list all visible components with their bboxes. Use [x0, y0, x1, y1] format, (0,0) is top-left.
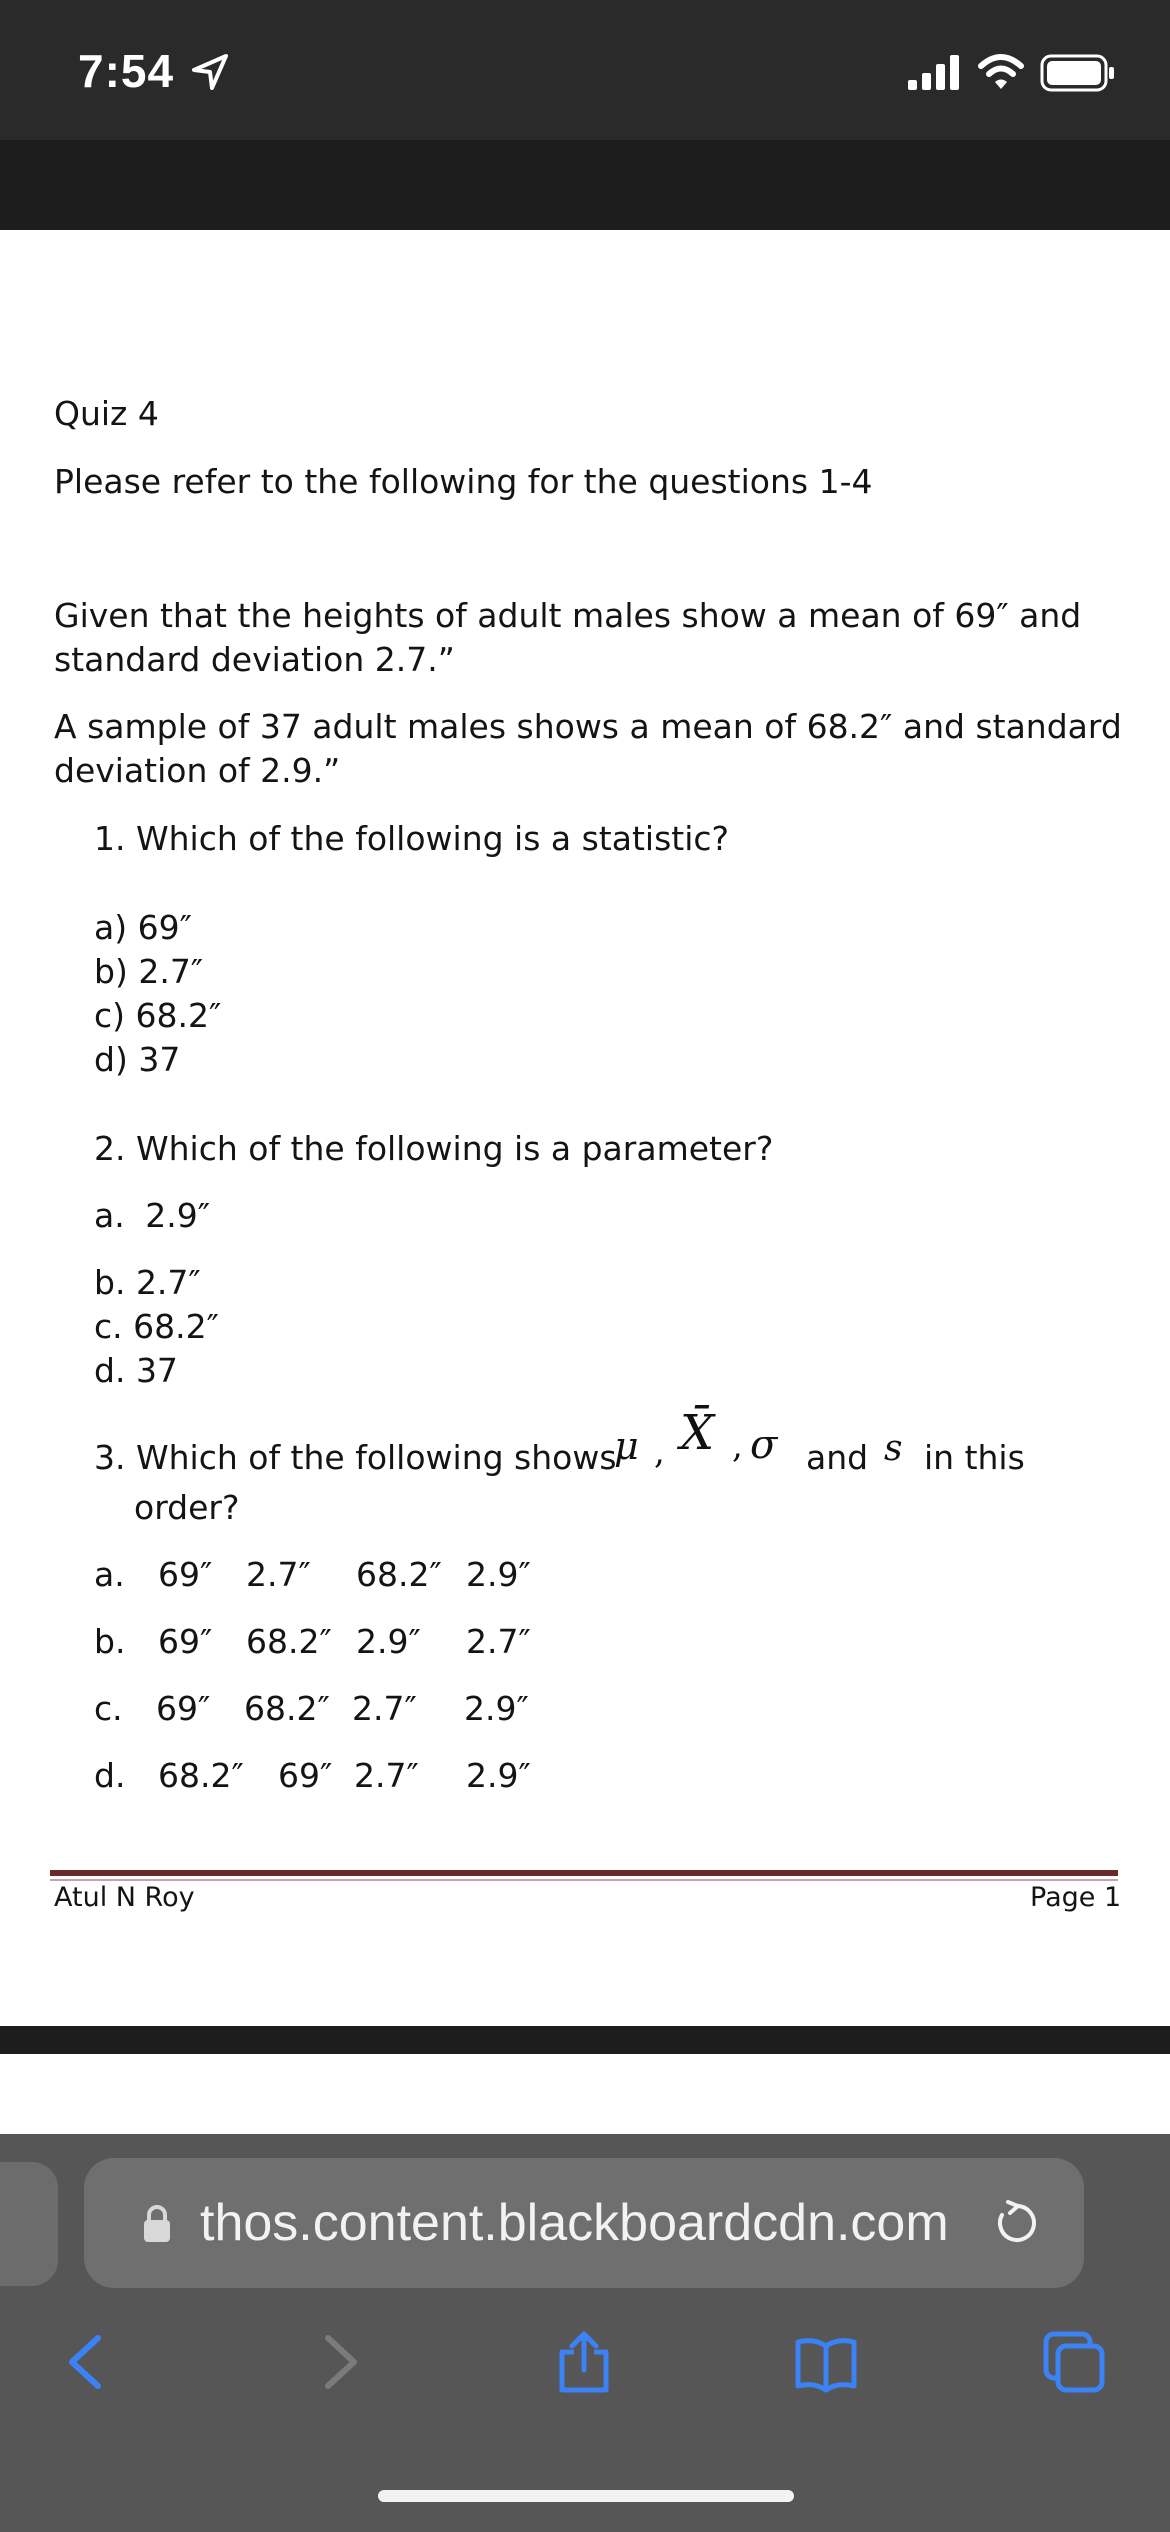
q2-option	[94, 1194, 210, 1238]
symbol-s: s	[884, 1428, 903, 1469]
question-number: 3.	[94, 1438, 126, 1477]
question-text: Which of the following shows	[136, 1438, 617, 1477]
symbol-comma: ,	[654, 1432, 665, 1472]
page-separator	[0, 2026, 1170, 2054]
question-2	[94, 1127, 773, 1171]
q3-value: 2.7″	[246, 1555, 311, 1594]
q1-option	[94, 906, 192, 950]
previous-tab-address-bar[interactable]	[0, 2162, 58, 2286]
home-indicator[interactable]	[378, 2490, 794, 2502]
and-word: and	[806, 1438, 869, 1477]
q3-value: 2.9″	[466, 1555, 531, 1594]
intro-text: Please refer to the following for the questions 1-4	[54, 462, 873, 501]
location-arrow-icon	[190, 52, 230, 92]
footer-author: Atul N Roy	[54, 1882, 195, 1913]
q3-value: 68.2″	[246, 1622, 332, 1661]
q3-value: 68.2″	[356, 1555, 442, 1594]
option-letter: d.	[94, 1351, 126, 1390]
cellular-signal-icon	[906, 52, 962, 92]
q3-value: 69″	[158, 1555, 213, 1594]
q3-value: 69″	[156, 1689, 211, 1728]
q3-value: 2.7″	[352, 1689, 417, 1728]
symbol-sigma: σ	[750, 1422, 778, 1468]
lock-icon	[142, 2204, 172, 2244]
wifi-icon	[978, 52, 1024, 92]
next-page-top	[0, 2054, 1170, 2134]
q2-option	[94, 1261, 201, 1305]
question-text-post: in this	[924, 1438, 1025, 1477]
option-text: 37	[138, 1040, 181, 1079]
given-text-line-2: standard deviation 2.7.”	[54, 640, 455, 679]
symbol-x-bar: X̄	[680, 1405, 715, 1461]
option-letter: b.	[94, 1263, 126, 1302]
option-letter: c.	[94, 1307, 123, 1346]
q3-value: 69″	[278, 1756, 333, 1795]
q1-option	[94, 1038, 180, 1082]
option-letter: d)	[94, 1040, 128, 1079]
option-text: 68.2″	[135, 996, 222, 1035]
footer-page-number: Page 1	[1030, 1882, 1122, 1913]
option-text: 37	[135, 1351, 178, 1390]
option-letter: a)	[94, 908, 128, 947]
q3-value: 2.9″	[356, 1622, 421, 1661]
status-time: 7:54	[78, 45, 175, 97]
question-text: Which of the following is a parameter?	[136, 1129, 774, 1168]
footer-divider-light	[50, 1879, 1118, 1881]
q3-option-letter: d.	[94, 1756, 126, 1795]
option-letter: a.	[94, 1196, 125, 1235]
q3-value: 69″	[158, 1622, 213, 1661]
q3-value: 2.9″	[466, 1756, 531, 1795]
q2-option	[94, 1349, 178, 1393]
reload-icon[interactable]	[992, 2198, 1042, 2248]
q3-option-letter: a.	[94, 1555, 125, 1594]
question-text-line-2: order?	[134, 1488, 240, 1527]
back-icon[interactable]	[56, 2330, 120, 2394]
q3-option-letter: c.	[94, 1689, 123, 1728]
symbol-comma: ,	[732, 1426, 743, 1466]
url-text[interactable]: thos.content.blackboardcdn.com	[200, 2194, 949, 2252]
bookmarks-icon[interactable]	[794, 2330, 858, 2394]
option-letter: c)	[94, 996, 126, 1035]
q3-option-letter: b.	[94, 1622, 126, 1661]
option-letter: b)	[94, 952, 128, 991]
q1-option	[94, 950, 203, 994]
q3-value: 68.2″	[158, 1756, 244, 1795]
viewer-top-bar	[0, 140, 1170, 230]
q3-value: 68.2″	[244, 1689, 330, 1728]
tabs-icon[interactable]	[1042, 2330, 1106, 2394]
question-number: 1.	[94, 819, 126, 858]
q1-option	[94, 994, 221, 1038]
option-text: 2.7″	[138, 952, 204, 991]
option-text: 69″	[137, 908, 192, 947]
given-text-line-1: Given that the heights of adult males show a mean of 69″ and	[54, 596, 1082, 635]
sample-text-line-2: deviation of 2.9.”	[54, 751, 341, 790]
question-text: Which of the following is a statistic?	[136, 819, 730, 858]
sample-text-line-1: A sample of 37 adult males shows a mean of 68.2″ and standard	[54, 707, 1122, 746]
option-text: 68.2″	[133, 1307, 219, 1346]
quiz-title: Quiz 4	[54, 394, 159, 433]
forward-icon[interactable]	[306, 2330, 370, 2394]
battery-icon	[1040, 54, 1116, 92]
q3-value: 2.7″	[354, 1756, 419, 1795]
question-number: 2.	[94, 1129, 126, 1168]
option-text: 2.9″	[145, 1196, 211, 1235]
q2-option	[94, 1305, 219, 1349]
question-1	[94, 817, 729, 861]
footer-divider	[50, 1870, 1118, 1876]
q3-value: 2.7″	[466, 1622, 531, 1661]
q3-value: 2.9″	[464, 1689, 529, 1728]
option-text: 2.7″	[135, 1263, 201, 1302]
share-icon[interactable]	[552, 2330, 616, 2394]
symbol-mu: μ	[614, 1424, 639, 1468]
question-3	[94, 1436, 617, 1480]
